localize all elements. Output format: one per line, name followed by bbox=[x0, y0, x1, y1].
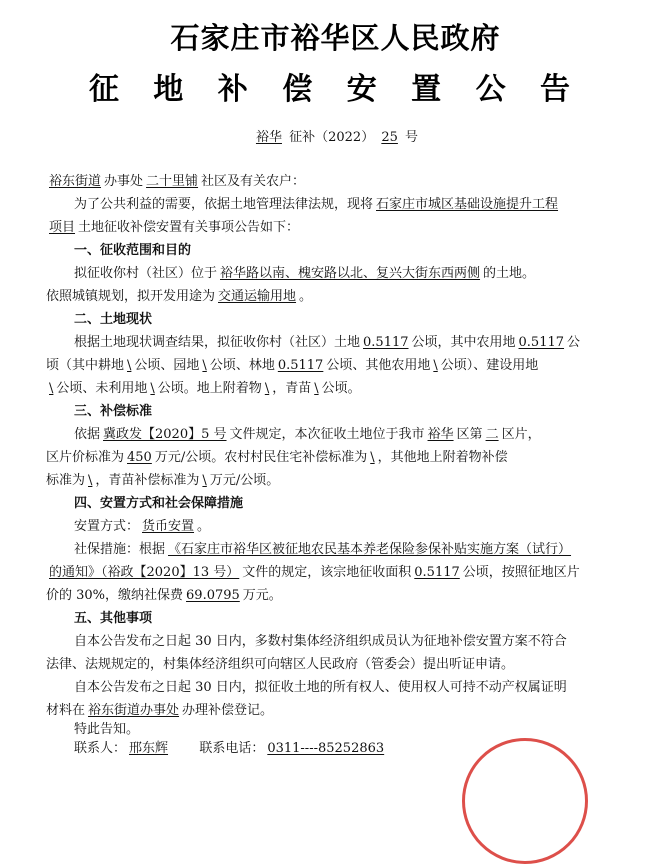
section4-mode bbox=[74, 519, 210, 535]
s4-policy-b: 的通知》（裕政【2020】13 号） bbox=[49, 565, 240, 580]
s3-doc-ref: 冀政发【2020】5 号 bbox=[103, 427, 227, 442]
s2-farm-area: 0.5117 bbox=[518, 335, 565, 350]
s3-b2: 万元/公顷。农村村民住宅补偿标准为 bbox=[154, 450, 368, 465]
section5-p1-line1: 自本公告发布之日起 30 日内，多数村集体经济组织成员认为征地补偿安置方案不符合 bbox=[74, 634, 567, 649]
s2-b1: 顷（其中耕地 bbox=[46, 358, 125, 373]
s3-crop-std: \ bbox=[202, 473, 207, 488]
title-line1: 石家庄市裕华区人民政府 bbox=[170, 21, 501, 55]
section4-line1 bbox=[74, 542, 574, 558]
s3-attach-std: \ bbox=[88, 473, 93, 488]
section2-line2 bbox=[46, 358, 538, 374]
s3-c1: 标准为 bbox=[46, 473, 86, 488]
phone-label: 联系电话： bbox=[199, 741, 265, 756]
s3-c3: 万元/公顷。 bbox=[209, 473, 280, 488]
s3-zone: 二 bbox=[485, 427, 499, 442]
s2-b2: 公顷、园地 bbox=[134, 358, 200, 373]
s2-b3: 公顷、林地 bbox=[209, 358, 275, 373]
section2-line1 bbox=[74, 335, 580, 351]
intro-t1: 为了公共利益的需要，依据土地管理法律法规，现将 bbox=[74, 197, 374, 212]
addressee-street: 裕东街道 bbox=[49, 174, 102, 189]
s4-ss4: 价的 30%，缴纳社保费 bbox=[46, 588, 184, 603]
addressee bbox=[46, 174, 305, 190]
s3-a1: 依据 bbox=[74, 427, 101, 442]
s3-zone-price: 450 bbox=[127, 450, 152, 465]
s4-mode-label: 安置方式： bbox=[74, 519, 140, 534]
s1-p1b: 的土地。 bbox=[483, 266, 536, 281]
document-number bbox=[0, 126, 671, 145]
intro-project-a: 石家庄市城区基础设施提升工程 bbox=[376, 197, 559, 212]
s2-construction: \ bbox=[49, 381, 54, 396]
section2-line3 bbox=[46, 381, 361, 397]
section2-heading: 二、土地现状 bbox=[74, 312, 153, 327]
s2-unused: \ bbox=[150, 381, 155, 396]
addressee-community: 二十里铺 bbox=[146, 174, 199, 189]
s4-ss3: 公顷，按照征地区片 bbox=[462, 565, 580, 580]
s4-mode: 货币安置 bbox=[142, 519, 195, 534]
s3-house-std: \ bbox=[370, 450, 375, 465]
s4-ss5: 万元。 bbox=[242, 588, 282, 603]
phone-number: 0311----85252863 bbox=[267, 741, 385, 756]
s4-area: 0.5117 bbox=[414, 565, 460, 580]
closing: 特此告知。 bbox=[74, 722, 140, 737]
s4-ss1: 社保措施：根据 bbox=[74, 542, 166, 557]
section3-line2 bbox=[46, 450, 508, 466]
docno-prefix: 征补（2022） bbox=[289, 130, 375, 145]
s2-b4: 公顷、其他农用地 bbox=[326, 358, 431, 373]
s5-p2a: 材料在 bbox=[46, 703, 86, 718]
s3-b1: 区片价标准为 bbox=[46, 450, 125, 465]
s4-mode-end: 。 bbox=[197, 519, 211, 534]
s3-b3: ，其他地上附着物补偿 bbox=[377, 450, 508, 465]
s3-c2: ，青苗补偿标准为 bbox=[95, 473, 200, 488]
s2-crops: \ bbox=[314, 381, 319, 396]
s2-c3: ，青苗 bbox=[272, 381, 312, 396]
section1-heading: 一、征收范围和目的 bbox=[74, 243, 192, 258]
s2-attach: \ bbox=[264, 381, 270, 396]
contact-row bbox=[74, 741, 387, 757]
s3-a3: 区第 bbox=[456, 427, 483, 442]
section5-p1-line2: 法律、法规规定的，村集体经济组织可向辖区人民政府（管委会）提出听证申请。 bbox=[46, 657, 515, 672]
s2-a3: 公 bbox=[567, 335, 581, 350]
section4-line3 bbox=[46, 588, 282, 604]
addressee-t2: 社区及有关农户： bbox=[201, 174, 306, 189]
s2-a2: 公顷，其中农用地 bbox=[411, 335, 516, 350]
section1-line1 bbox=[74, 266, 535, 282]
s2-c2: 公顷。地上附着物 bbox=[157, 381, 262, 396]
s3-a4: 区片， bbox=[501, 427, 541, 442]
s1-p2a: 依照城镇规划，拟开发用途为 bbox=[46, 289, 216, 304]
section3-line3 bbox=[46, 473, 279, 489]
official-seal bbox=[462, 738, 588, 864]
section1-line2 bbox=[46, 289, 312, 305]
s3-district: 裕华 bbox=[427, 427, 454, 442]
s2-c1: 公顷、未利用地 bbox=[56, 381, 148, 396]
docno-suffix: 号 bbox=[405, 130, 419, 145]
s4-ss2: 文件的规定，该宗地征收面积 bbox=[242, 565, 412, 580]
section4-heading: 四、安置方式和社会保障措施 bbox=[74, 496, 244, 511]
s2-total-area: 0.5117 bbox=[363, 335, 409, 350]
intro-project-b: 项目 bbox=[49, 220, 76, 235]
docno-num: 25 bbox=[381, 130, 398, 145]
docno-district: 裕华 bbox=[255, 130, 282, 145]
section4-line2 bbox=[46, 565, 580, 581]
s1-location: 裕华路以南、槐安路以北、复兴大街东西两侧 bbox=[220, 266, 481, 281]
s4-policy-a: 《石家庄市裕华区被征地农民基本养老保险参保补贴实施方案（试行） bbox=[168, 542, 572, 557]
section3-line1 bbox=[74, 427, 541, 443]
section5-p2-line2 bbox=[46, 703, 273, 719]
s2-forest: 0.5117 bbox=[277, 358, 324, 373]
s2-c4: 公顷。 bbox=[321, 381, 361, 396]
intro-t2: 土地征收补偿安置有关事项公告如下： bbox=[78, 220, 300, 235]
s1-usage: 交通运输用地 bbox=[218, 289, 297, 304]
s2-garden: \ bbox=[202, 358, 207, 373]
s2-a1: 根据土地现状调查结果，拟征收你村（社区）土地 bbox=[74, 335, 361, 350]
s1-p2b: 。 bbox=[299, 289, 313, 304]
s2-arable: \ bbox=[127, 358, 132, 373]
s3-a2: 文件规定，本次征收土地位于我市 bbox=[229, 427, 425, 442]
intro-line1 bbox=[74, 197, 561, 213]
s5-office: 裕东街道办事处 bbox=[88, 703, 180, 718]
title-line2: 征 地 补 偿 安 置 公 告 bbox=[88, 72, 583, 107]
section3-heading: 三、补偿标准 bbox=[74, 404, 153, 419]
s5-p2b: 办理补偿登记。 bbox=[182, 703, 274, 718]
addressee-t1: 办事处 bbox=[104, 174, 144, 189]
section5-heading: 五、其他事项 bbox=[74, 611, 153, 626]
s2-other-farm: \ bbox=[433, 358, 438, 373]
section5-p2-line1: 自本公告发布之日起 30 日内，拟征收土地的所有权人、使用权人可持不动产权属证明 bbox=[74, 680, 567, 695]
intro-line2 bbox=[46, 220, 299, 236]
contact-label: 联系人： bbox=[74, 741, 127, 756]
contact-name: 邢东辉 bbox=[129, 741, 169, 756]
s2-b5: 公顷）、建设用地 bbox=[440, 358, 539, 373]
s1-p1a: 拟征收你村（社区）位于 bbox=[74, 266, 218, 281]
s4-fee: 69.0795 bbox=[186, 588, 240, 603]
